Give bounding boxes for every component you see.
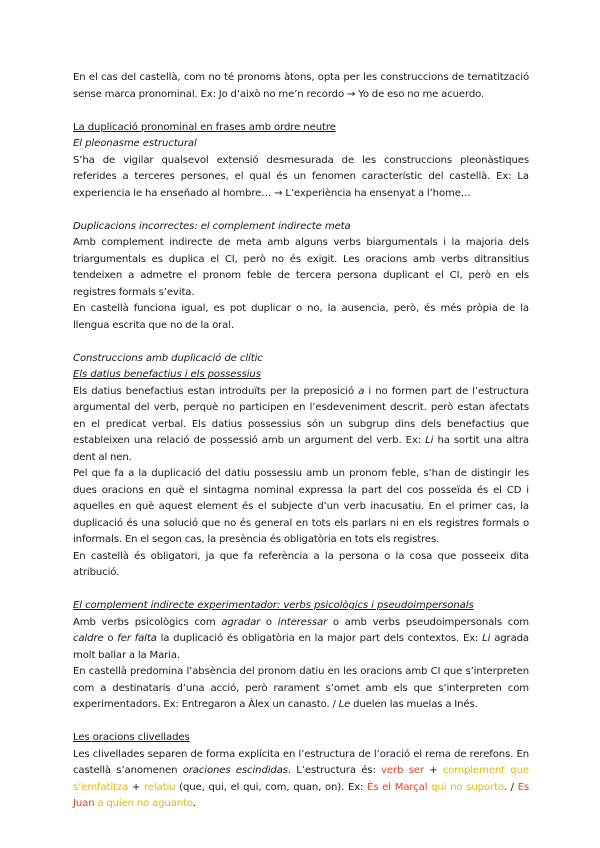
emphasis: Li [482,633,491,644]
text-run: (que, qui, el qui, com, quan, on). Ex: [175,781,368,793]
highlight-red: Es Juan [73,781,530,809]
highlight-yellow: complement que s’emfatitza [73,765,529,793]
text-run: . L’estructura és: [287,765,382,776]
highlight-red: És el Marçal [367,781,428,793]
paragraph-ci-meta-castella: En castellà funciona igual, es pot duplicar o no, la ausencia, però, és més pròpia de la llengua escrita que no de la oral. [73,303,529,331]
spacer [73,714,529,731]
spacer [73,582,529,599]
emphasis: a [358,385,365,397]
emphasis: caldre [73,633,104,644]
emphasis: fer falta [117,633,157,644]
subheading-clivellades: Les oracions clivellades [73,732,190,743]
subheading-ci-experimentador: El complement indirecte experimentador: verbs psicològics i pseudoimpersonals [73,600,474,611]
text-run: Amb verbs psicològics com [73,616,222,628]
highlight-yellow: relatiu [143,781,176,793]
spacer [73,103,529,120]
text-run: + [423,765,443,776]
paragraph-datius-benefactius [73,384,529,467]
subheading-datius: Els datius benefactius i els possessius [73,369,261,380]
text-run: agrada molt ballar a la Maria. [73,633,529,661]
highlight-yellow: qui no suporto [431,781,504,793]
text-run: Els datius benefactius estan introduïts per la preposició [73,385,359,397]
subheading-pleonasme: El pleonasme estructural [73,138,197,149]
emphasis: Le [338,699,351,710]
emphasis: agradar [221,616,261,628]
text-run: duelen las muelas a Inés. [350,699,478,710]
text-run: o amb verbs pseudoimpersonals com [327,616,529,628]
paragraph-clivellades [73,747,529,813]
text-run: En castellà predomina l’absència del pronom datiu en les oracions amb CI que s’interpreten com a destinataris d’una acció, però rarament s’omet amb els que s’interpreten com experimentadors. Ex: Entregaron a Àlex un canasto. / [73,666,529,710]
emphasis: oraciones escindidas [182,765,288,776]
text-run: i no formen part de l’estructura argumental del verb, perquè no participen en l’esdeveniment descrit. però estan afectats en el predicat verbal. Els datius possessius són un subgrup dins dels benefactius que estableixen una relació de possessió amb un argument del verb. Ex: [73,385,529,446]
spacer [73,334,529,351]
text-run: Les clivellades separen de forma explícita en l’estructura de l’oració el rema de rerefons. En castellà s’anomenen [73,748,529,776]
subheading-construccions-clitic: Construccions amb duplicació de clític [73,352,263,364]
paragraph-datiu-possessiu: Pel que fa a la duplicació del datiu possessiu amb un pronom feble, s’han de distingir les dues oracions en què el sintagma nominal expressa la part del cos posseïda és el CD i aquelles en què aquest element és el subjecte d’un verb inacusatiu. En el primer cas, la duplicació és una solució que no és general en tots els parlars ni en els registres formals o informals. En el segon cas, la presència és obligatòria en tots els registres. [73,468,529,545]
highlight-red: verb ser [381,765,424,776]
text-run: o [103,633,118,644]
text-run: + [128,781,144,793]
section-heading-duplicacio: La duplicació pronominal en frases amb ordre neutre [73,121,336,133]
paragraph-ci-meta: Amb complement indirecte de meta amb alguns verbs biargumentals i la majoria dels triargumentals es duplica el CI, però no és exigit. Les oracions amb verbs ditransitius tendeixen a admetre el pronom feble de tercera persona duplicant el CI, però en els registres formals s’evita. [73,237,529,298]
paragraph-datius-castella: En castellà és obligatori, ja que fa referència a la persona o la cosa que posseeix dita atribució. [73,550,529,578]
intro-paragraph: En el cas del castellà, com no té pronoms àtons, opta per les construccions de tematització sense marca pronominal. Ex: Jo d’això no me’n recordo → Yo de eso no me acuerdo. [73,72,529,100]
text-run: o [260,616,278,628]
text-run: ha sortit una altra dent al nen. [73,435,529,463]
text-run: . / [503,781,518,793]
paragraph-experimentador-castella [73,664,529,714]
text-run: la duplicació és obligatòria en la major part dels contextos. Ex: [156,633,483,644]
paragraph-pleonasme: S’ha de vigilar qualsevol extensió desmesurada de les construccions pleonàstiques referides a terceres persones, el qual és un fenomen característic del castellà. Ex: La experiencia le ha enseñado al hombre… → L’experiència ha ensenyat a l’home… [73,154,529,199]
emphasis: Li [425,435,434,446]
document-body [73,70,529,813]
spacer [73,202,529,219]
paragraph-verbs-psicologics [73,615,529,665]
highlight-yellow: a quien no aguanto [97,798,193,809]
text-run: . [192,798,196,809]
subheading-duplicacions-incorrectes: Duplicacions incorrectes: el complement indirecte meta [73,220,351,232]
emphasis: interessar [277,616,328,628]
